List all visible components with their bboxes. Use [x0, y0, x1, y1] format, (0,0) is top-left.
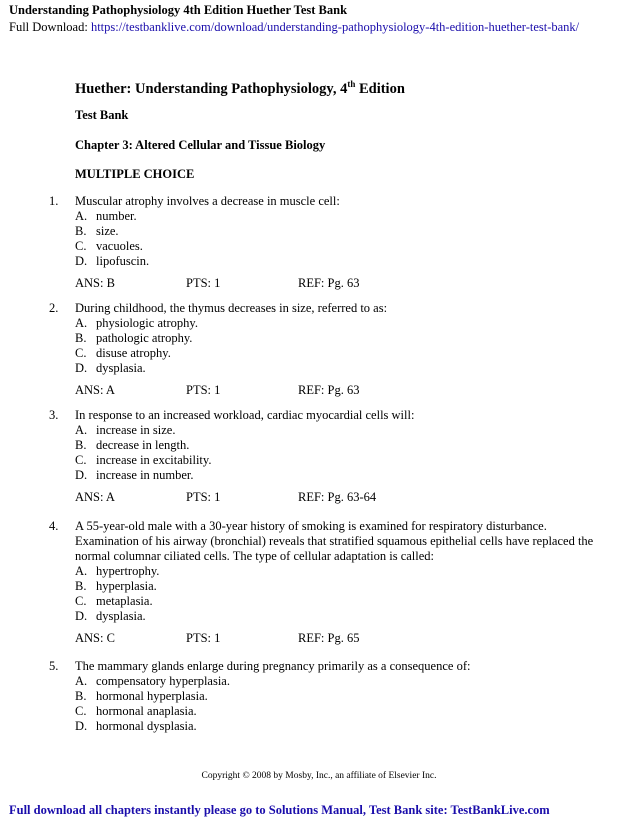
answer-option: [75, 331, 609, 346]
banner-title: Understanding Pathophysiology 4th Edition Huether Test Bank: [9, 3, 348, 17]
option-text: size.: [96, 224, 119, 238]
answer-option: [75, 423, 609, 438]
option-text: dysplasia.: [96, 609, 146, 623]
question-item: [49, 408, 609, 505]
answer-option: [75, 239, 609, 254]
option-letter: D.: [75, 254, 88, 268]
option-letter: A.: [75, 423, 88, 437]
answer-option: [75, 468, 609, 483]
answer-option: [75, 453, 609, 468]
question-body: [75, 519, 609, 646]
answer-option: [75, 719, 609, 734]
question-item: [49, 194, 609, 291]
option-text: hormonal hyperplasia.: [96, 689, 208, 703]
answer-option: [75, 361, 609, 376]
answer-option: [75, 224, 609, 239]
answer-key: ANS: A: [75, 383, 115, 397]
book-title: [75, 79, 405, 98]
answer-option: [75, 594, 609, 609]
answer-option: [75, 564, 609, 579]
question-stem: In response to an increased workload, cardiac myocardial cells will:: [75, 408, 415, 422]
question-number: 3.: [49, 408, 59, 422]
page-reference: REF: Pg. 63: [298, 383, 360, 397]
edition-word: Edition: [355, 80, 405, 97]
option-text: hormonal dysplasia.: [96, 719, 197, 733]
question-item: [49, 301, 609, 398]
question-body: [75, 301, 609, 398]
option-letter: A.: [75, 674, 88, 688]
answer-option: [75, 609, 609, 624]
option-letter: A.: [75, 316, 88, 330]
option-text: dysplasia.: [96, 361, 146, 375]
points-value: PTS: 1: [186, 276, 221, 290]
download-link[interactable]: https://testbanklive.com/download/understanding-pathophysiology-4th-edition-huether-test-bank/: [90, 20, 580, 34]
section-heading: MULTIPLE CHOICE: [75, 167, 195, 181]
option-text: metaplasia.: [96, 594, 153, 608]
page-reference: REF: Pg. 65: [298, 631, 360, 645]
option-letter: D.: [75, 468, 88, 482]
option-text: decrease in length.: [96, 438, 190, 452]
option-letter: C.: [75, 239, 87, 253]
option-text: hormonal anaplasia.: [96, 704, 197, 718]
answer-key-row: [75, 490, 609, 505]
option-text: disuse atrophy.: [96, 346, 171, 360]
points-value: PTS: 1: [186, 631, 221, 645]
option-letter: A.: [75, 209, 88, 223]
answer-key-row: [75, 276, 609, 291]
answer-key: ANS: A: [75, 490, 115, 504]
option-letter: B.: [75, 438, 87, 452]
footer-download-banner[interactable]: Full download all chapters instantly please go to Solutions Manual, Test Bank site: TestBankLive.com: [9, 803, 550, 817]
option-text: compensatory hyperplasia.: [96, 674, 230, 688]
answer-option: [75, 346, 609, 361]
option-text: pathologic atrophy.: [96, 331, 193, 345]
question-number: 2.: [49, 301, 59, 315]
option-text: hyperplasia.: [96, 579, 157, 593]
answer-key: ANS: B: [75, 276, 115, 290]
chapter-heading: Chapter 3: Altered Cellular and Tissue Biology: [75, 138, 326, 152]
answer-option: [75, 254, 609, 269]
option-text: lipofuscin.: [96, 254, 150, 268]
option-letter: B.: [75, 331, 87, 345]
copyright-notice: Copyright © 2008 by Mosby, Inc., an affiliate of Elsevier Inc.: [201, 771, 437, 781]
answer-option: [75, 209, 609, 224]
question-stem: A 55-year-old male with a 30-year history of smoking is examined for respiratory disturbance. Examination of his airway (bronchial) reveals that stratified squamous epithelial cells have replaced the normal columnar ciliated cells. The type of cellular adaptation is called:: [75, 519, 594, 563]
option-text: hypertrophy.: [96, 564, 160, 578]
question-item: [49, 659, 609, 734]
question-stem: The mammary glands enlarge during pregnancy primarily as a consequence of:: [75, 659, 471, 673]
book-title-text: Huether: Understanding Pathophysiology, 4: [75, 80, 348, 97]
download-label: Full Download:: [9, 20, 88, 34]
option-text: vacuoles.: [96, 239, 143, 253]
option-letter: C.: [75, 453, 87, 467]
question-body: [75, 194, 609, 291]
points-value: PTS: 1: [186, 490, 221, 504]
answer-option: [75, 579, 609, 594]
option-text: increase in number.: [96, 468, 194, 482]
question-number: 1.: [49, 194, 59, 208]
answer-option: [75, 704, 609, 719]
option-text: physiologic atrophy.: [96, 316, 198, 330]
option-letter: C.: [75, 594, 87, 608]
question-stem: During childhood, the thymus decreases in size, referred to as:: [75, 301, 388, 315]
option-text: increase in excitability.: [96, 453, 212, 467]
page-reference: REF: Pg. 63-64: [298, 490, 377, 504]
banner-download: [9, 20, 579, 35]
test-bank-heading: Test Bank: [75, 108, 129, 122]
answer-option: [75, 689, 609, 704]
answer-option: [75, 674, 609, 689]
question-body: [75, 408, 609, 505]
option-letter: D.: [75, 609, 88, 623]
option-text: number.: [96, 209, 137, 223]
question-item: [49, 519, 609, 646]
option-letter: C.: [75, 704, 87, 718]
answer-option: [75, 316, 609, 331]
question-number: 5.: [49, 659, 59, 673]
page-reference: REF: Pg. 63: [298, 276, 360, 290]
option-letter: C.: [75, 346, 87, 360]
option-letter: A.: [75, 564, 88, 578]
option-letter: D.: [75, 719, 88, 733]
option-text: increase in size.: [96, 423, 176, 437]
question-number: 4.: [49, 519, 59, 533]
answer-key-row: [75, 383, 609, 398]
answer-key-row: [75, 631, 609, 646]
option-letter: B.: [75, 689, 87, 703]
option-letter: B.: [75, 224, 87, 238]
answer-option: [75, 438, 609, 453]
question-stem: Muscular atrophy involves a decrease in muscle cell:: [75, 194, 340, 208]
question-body: [75, 659, 609, 734]
points-value: PTS: 1: [186, 383, 221, 397]
answer-key: ANS: C: [75, 631, 115, 645]
option-letter: B.: [75, 579, 87, 593]
option-letter: D.: [75, 361, 88, 375]
edition-superscript: th: [347, 79, 356, 89]
